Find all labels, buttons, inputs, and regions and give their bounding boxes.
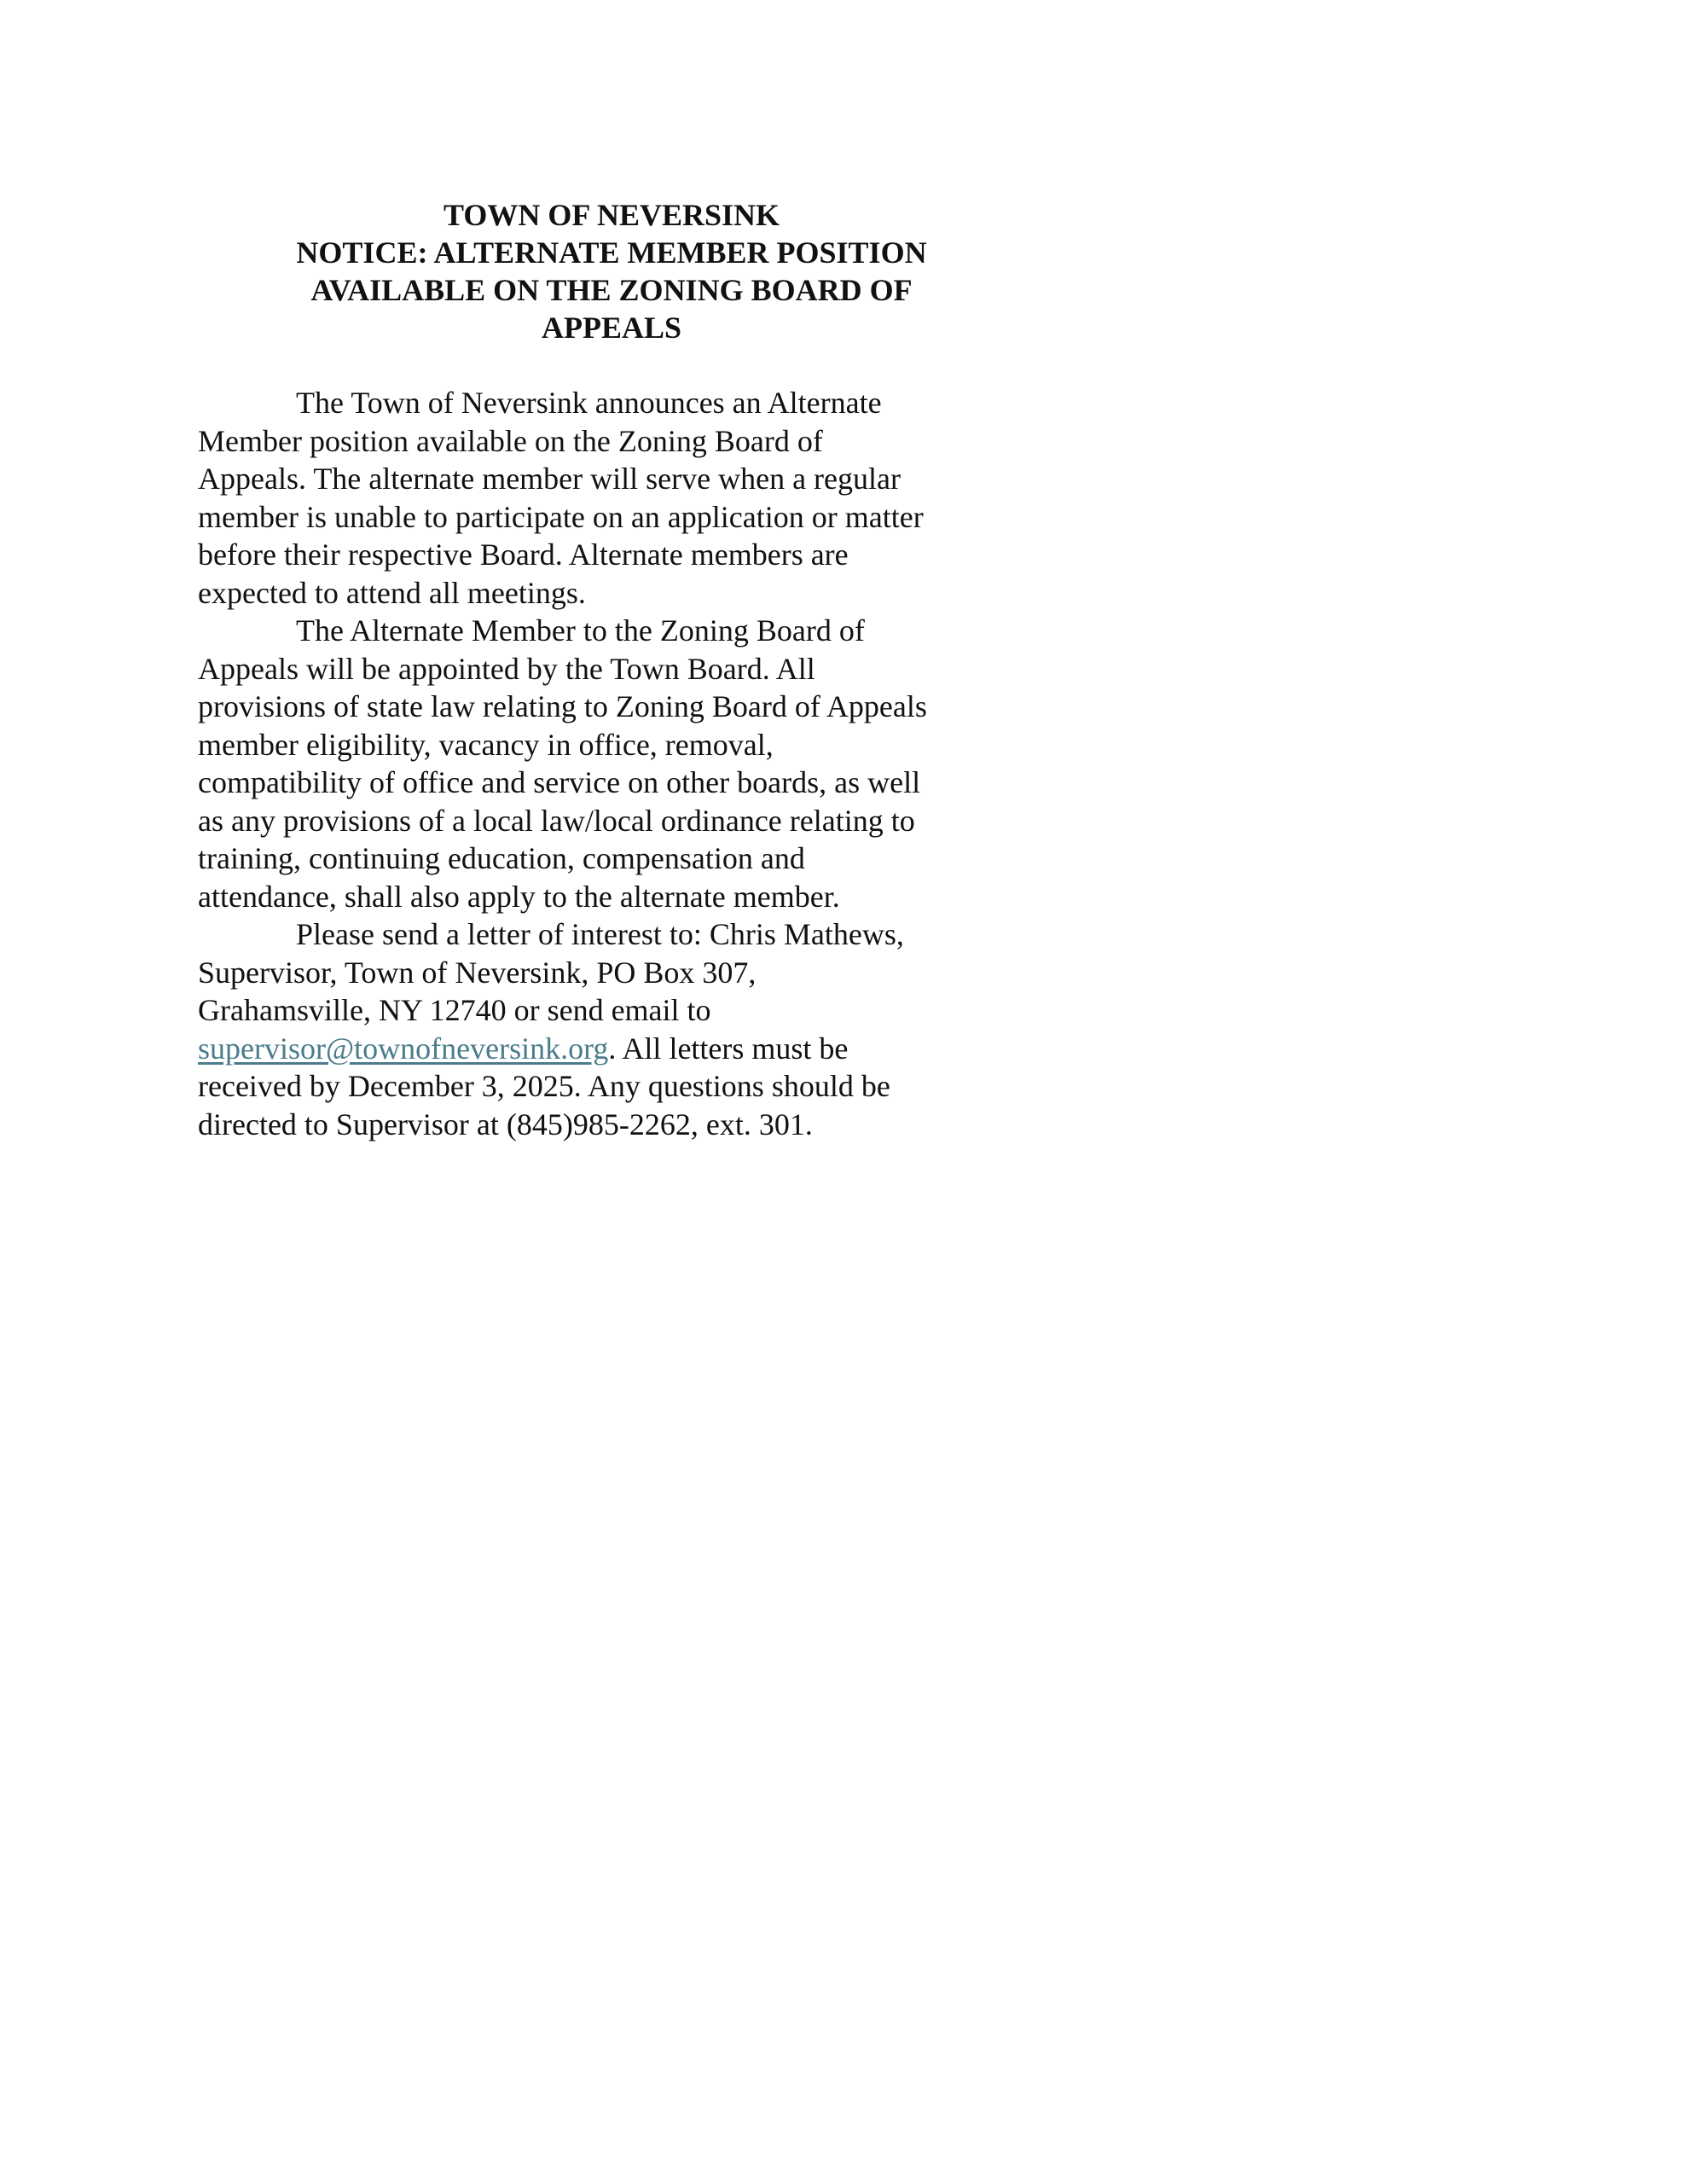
notice-heading xyxy=(198,196,1000,346)
text-line: provisions of state law relating to Zoning Board of Appeals xyxy=(198,689,927,723)
heading-town-name: TOWN OF NEVERSINK xyxy=(443,198,780,232)
supervisor-email-link[interactable]: supervisor@townofneversink.org xyxy=(198,1031,609,1066)
text-line: received by December 3, 2025. Any questions should be xyxy=(198,1069,890,1103)
text-line: Appeals will be appointed by the Town Board. All xyxy=(198,651,815,686)
email-line xyxy=(198,1030,1000,1068)
text-line: The Alternate Member to the Zoning Board of xyxy=(296,613,865,648)
text-line: attendance, shall also apply to the alternate member. xyxy=(198,879,840,914)
text-line: Member position available on the Zoning Board of xyxy=(198,423,823,458)
text-line: as any provisions of a local law/local ordinance relating to xyxy=(198,803,915,838)
text-line: Grahamsville, NY 12740 or send email to xyxy=(198,993,711,1027)
heading-line-3: AVAILABLE ON THE ZONING BOARD OF xyxy=(310,273,913,307)
heading-line-4: APPEALS xyxy=(541,311,682,345)
text-line: training, continuing education, compensation and xyxy=(198,841,805,875)
paragraph-announcement xyxy=(198,384,1000,612)
text-line: member eligibility, vacancy in office, removal, xyxy=(198,727,774,762)
paragraph-contact xyxy=(198,915,1000,1143)
text-line: The Town of Neversink announces an Alternate xyxy=(296,386,882,420)
paragraph-appointment xyxy=(198,612,1000,915)
public-notice xyxy=(198,196,1000,1143)
text-line: expected to attend all meetings. xyxy=(198,575,586,610)
text-line: Appeals. The alternate member will serve when a regular xyxy=(198,462,901,496)
text-line: Please send a letter of interest to: Chris Mathews, xyxy=(296,917,904,951)
text-line: compatibility of office and service on other boards, as well xyxy=(198,765,921,799)
text-line: Supervisor, Town of Neversink, PO Box 307, xyxy=(198,955,757,990)
text-line: before their respective Board. Alternate members are xyxy=(198,537,849,572)
heading-line-2: NOTICE: ALTERNATE MEMBER POSITION xyxy=(296,235,927,270)
notice-body xyxy=(198,384,1000,1143)
text-line: member is unable to participate on an application or matter xyxy=(198,499,924,534)
text-line: directed to Supervisor at (845)985-2262, ext. 301. xyxy=(198,1107,813,1141)
email-line-suffix: . All letters must be xyxy=(608,1031,849,1066)
